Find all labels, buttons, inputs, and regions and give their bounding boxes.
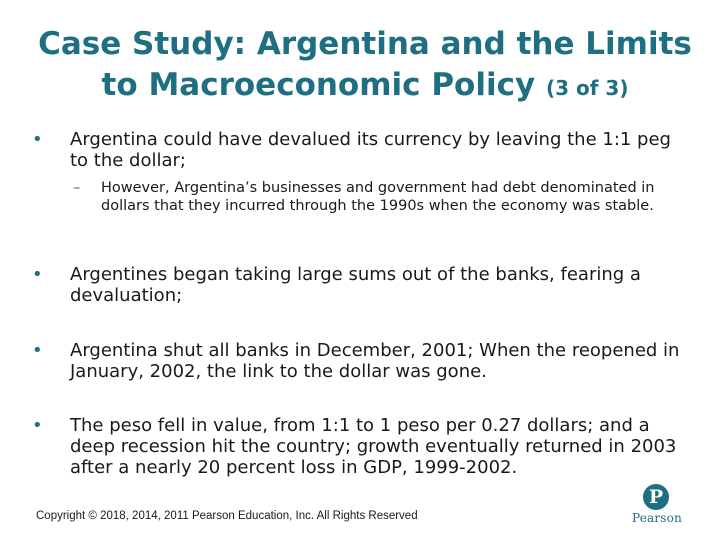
bullet-marker: • (32, 340, 43, 361)
title-line-1: Case Study: Argentina and the Limits (38, 26, 692, 62)
bullet-text: Argentina shut all banks in December, 2001; When the reopened in January, 2002, the link to the dollar was gone. (70, 340, 680, 382)
sub-bullet-text: However, Argentina’s businesses and government had debt denominated in dollars that they incurred through the 1990s when the economy was stable. (101, 180, 655, 214)
pearson-logo-icon (627, 484, 687, 528)
bullet-text: Argentines began taking large sums out of the banks, fearing a devaluation; (70, 264, 641, 306)
bullet-3 (32, 340, 682, 382)
pearson-logo-mark: P (643, 484, 669, 510)
bullet-text: Argentina could have devalued its currency by leaving the 1:1 peg to the dollar; (70, 129, 671, 171)
bullet-text: The peso fell in value, from 1:1 to 1 peso per 0.27 dollars; and a deep recession hit the country; growth eventually returned in 2003 after a nearly 20 percent loss in GDP, 1999-2002. (70, 415, 677, 478)
slide-title (20, 24, 710, 109)
bullet-1 (32, 129, 682, 171)
pearson-logo-word: Pearson (631, 511, 683, 525)
bullet-marker: • (32, 129, 43, 150)
bullet-2 (32, 264, 682, 306)
bullet-marker: • (32, 264, 43, 285)
sub-bullet-1 (73, 179, 688, 215)
bullet-marker: • (32, 415, 43, 436)
copyright-footer: Copyright © 2018, 2014, 2011 Pearson Education, Inc. All Rights Reserved (36, 510, 418, 522)
title-line-2 (20, 65, 710, 109)
sub-bullet-marker: – (73, 180, 81, 196)
title-line-2-main: to Macroeconomic Policy (101, 67, 536, 103)
title-suffix: (3 of 3) (545, 76, 629, 100)
bullet-4 (32, 415, 682, 478)
